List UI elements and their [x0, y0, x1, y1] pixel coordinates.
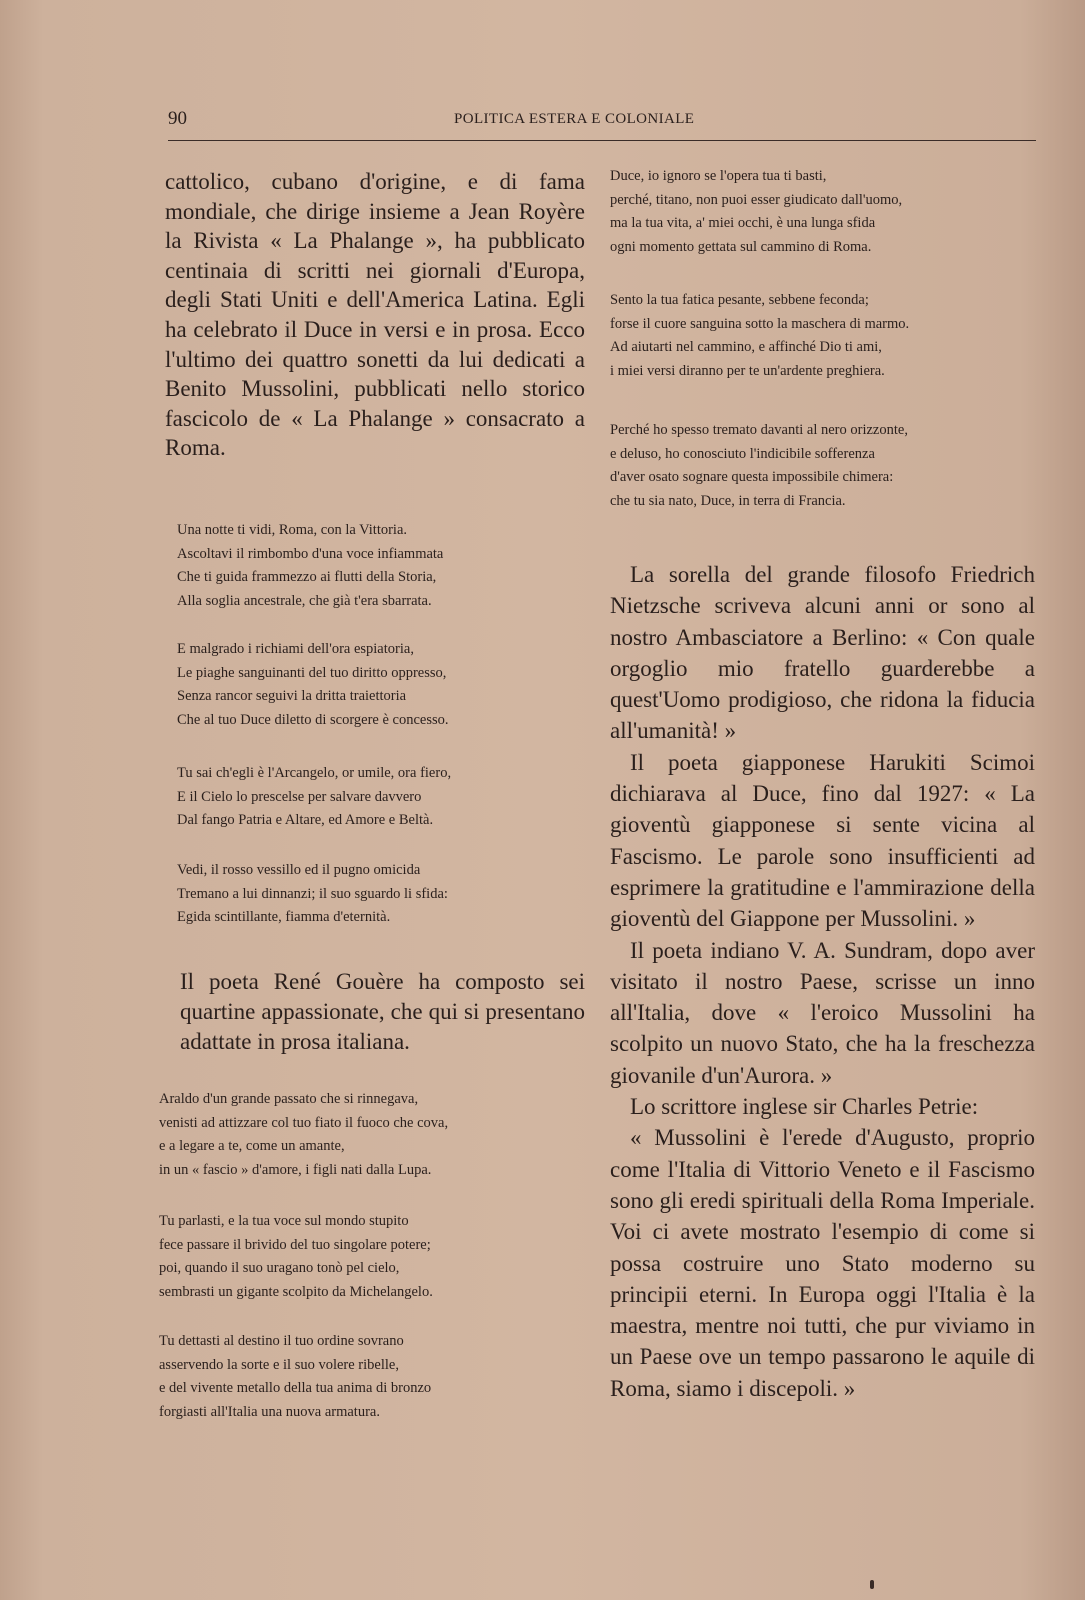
verse-line: Perché ho spesso tremato davanti al nero orizzonte, [610, 422, 908, 438]
verse-line: ma la tua vita, a' miei occhi, è una lunga sfida [610, 215, 876, 231]
quatrain [610, 289, 909, 383]
verse-line: ogni momento gettata sul cammino di Roma. [610, 238, 872, 255]
quatrain [610, 419, 908, 513]
verse-line: Duce, io ignoro se l'opera tua ti basti, [610, 168, 827, 184]
verse-line: asservendo la sorte e il suo volere ribelle, [159, 1356, 399, 1373]
verse-line: E malgrado i richiami dell'ora espiatoria, [177, 641, 414, 657]
ink-mark [870, 1580, 874, 1589]
running-title: POLITICA ESTERA E COLONIALE [454, 111, 695, 127]
verse-line: d'aver osato sognare questa impossibile chimera: [610, 469, 894, 485]
page-number: 90 [168, 108, 187, 129]
verse-line: Senza rancor seguivi la dritta traiettoria [177, 688, 407, 704]
verse-line: in un « fascio » d'amore, i figli nati dalla Lupa. [159, 1161, 432, 1178]
verse-line: venisti ad attizzare col tuo fiato il fuoco che cova, [159, 1114, 449, 1131]
verse-line: Sento la tua fatica pesante, sebbene feconda; [610, 292, 869, 308]
verse-line: Tu parlasti, e la tua voce sul mondo stupito [159, 1213, 409, 1229]
verse-line: perché, titano, non puoi esser giudicato dall'uomo, [610, 191, 903, 208]
quatrain [159, 1330, 431, 1424]
gouere-intro-paragraph: Il poeta René Gouère ha composto sei quartine appassionate, che qui si presentano adattate in prosa italiana. [180, 969, 585, 1054]
verse-line: e a legare a te, come un amante, [159, 1138, 345, 1154]
verse-line: forse il cuore sanguina sotto la maschera di marmo. [610, 315, 910, 332]
sonnet-stanza [177, 638, 449, 732]
verse-line: Le piaghe sanguinanti del tuo diritto oppresso, [177, 664, 447, 681]
verse-line: Ad aiutarti nel cammino, e affinché Dio ti ami, [610, 339, 882, 355]
verse-line: Che al tuo Duce diletto di scorgere è concesso. [177, 711, 449, 728]
verse-line: i miei versi diranno per te un'ardente preghiera. [610, 362, 885, 379]
verse-line: sembrasti un gigante scolpito da Michelangelo. [159, 1283, 433, 1300]
verse-line: che tu sia nato, Duce, in terra di Francia. [610, 492, 846, 509]
verse-line: e deluso, ho conosciuto l'indicibile sofferenza [610, 445, 875, 462]
verse-line: Dal fango Patria e Altare, ed Amore e Beltà. [177, 812, 434, 828]
intro-paragraph: cattolico, cubano d'origine, e di fama mondiale, che dirige insieme a Jean Royère la Rivista « La Phalange », ha pubblicato centinaia di scritti nei giornali d'Europa, degli Stati Uniti e dell'America Latina. Egli ha celebrato il Duce in versi e in prosa. Ecco l'ultimo dei quattro sonetti da lui dedicati a Benito Mussolini, pubblicati nello storico fascicolo de « La Phalange » consacrato a Roma. [165, 169, 585, 461]
sonnet-stanza [177, 519, 443, 613]
quatrain [159, 1088, 448, 1182]
verse-line: Araldo d'un grande passato che si rinnegava, [159, 1091, 419, 1107]
verse-line: Alla soglia ancestrale, che già t'era sbarrata. [177, 592, 432, 609]
verse-line: Tremano a lui dinnanzi; il suo sguardo li sfida: [177, 885, 448, 902]
quatrain [610, 165, 902, 259]
verse-line: Tu sai ch'egli è l'Arcangelo, or umile, ora fiero, [177, 765, 452, 781]
verse-line: poi, quando il suo uragano tonò pel cielo, [159, 1260, 400, 1276]
sonnet-stanza [177, 859, 448, 930]
sonnet-stanza [177, 762, 451, 833]
verse-line: e del vivente metallo della tua anima di bronzo [159, 1380, 432, 1396]
verse-line: fece passare il brivido del tuo singolare potere; [159, 1236, 431, 1253]
verse-line: Egida scintillante, fiamma d'eternità. [177, 909, 391, 925]
verse-line: forgiasti all'Italia una nuova armatura. [159, 1403, 380, 1420]
verse-line: Che ti guida frammezzo ai flutti della Storia, [177, 569, 437, 585]
verse-line: Vedi, il rosso vessillo ed il pugno omicida [177, 862, 421, 878]
page-header [168, 108, 1036, 141]
verse-line: E il Cielo lo prescelse per salvare davvero [177, 788, 422, 805]
paragraph-petrie-quote: « Mussolini è l'erede d'Augusto, proprio come l'Italia di Vittorio Veneto e il Fascismo sono gli eredi spirituali della Roma Imperiale. Voi ci avete mostrato l'esempio di come si possa costruire uno Stato moderno su principii eterni. In Europa oggi l'Italia è la maestra, mentre noi tutti, che pur viviamo in un Paese ove un tempo passarono le aquile di Roma, siamo i discepoli. » [610, 1125, 1035, 1401]
paragraph-petrie-intro: Lo scrittore inglese sir Charles Petrie: [630, 1094, 979, 1120]
paragraph-nietzsche: La sorella del grande filosofo Friedrich Nietzsche scriveva alcuni anni or sono al nostro Ambasciatore a Berlino: « Con quale orgoglio mio fratello guarderebbe a quest'Uomo prodigioso, che ridona la fiducia all'umanità! » [610, 562, 1035, 744]
paragraph-scimoi: Il poeta giapponese Harukiti Scimoi dichiarava al Duce, fino dal 1927: « La gioventù giapponese si sente vicina al Fascismo. Le parole sono insufficienti ad esprimere la gratitudine e l'ammirazione della gioventù del Giappone per Mussolini. » [610, 749, 1035, 932]
verse-line: Una notte ti vidi, Roma, con la Vittoria. [177, 522, 408, 538]
quatrain [159, 1210, 433, 1304]
verse-line: Ascoltavi il rimbombo d'una voce infiammata [177, 545, 444, 562]
verse-line: Tu dettasti al destino il tuo ordine sovrano [159, 1333, 404, 1349]
paragraph-sundram: Il poeta indiano V. A. Sundram, dopo aver visitato il nostro Paese, scrisse un inno all'Italia, dove « l'eroico Mussolini ha scolpito un nuovo Stato, che ha la freschezza giovanile d'un'Aurora. » [610, 937, 1035, 1088]
